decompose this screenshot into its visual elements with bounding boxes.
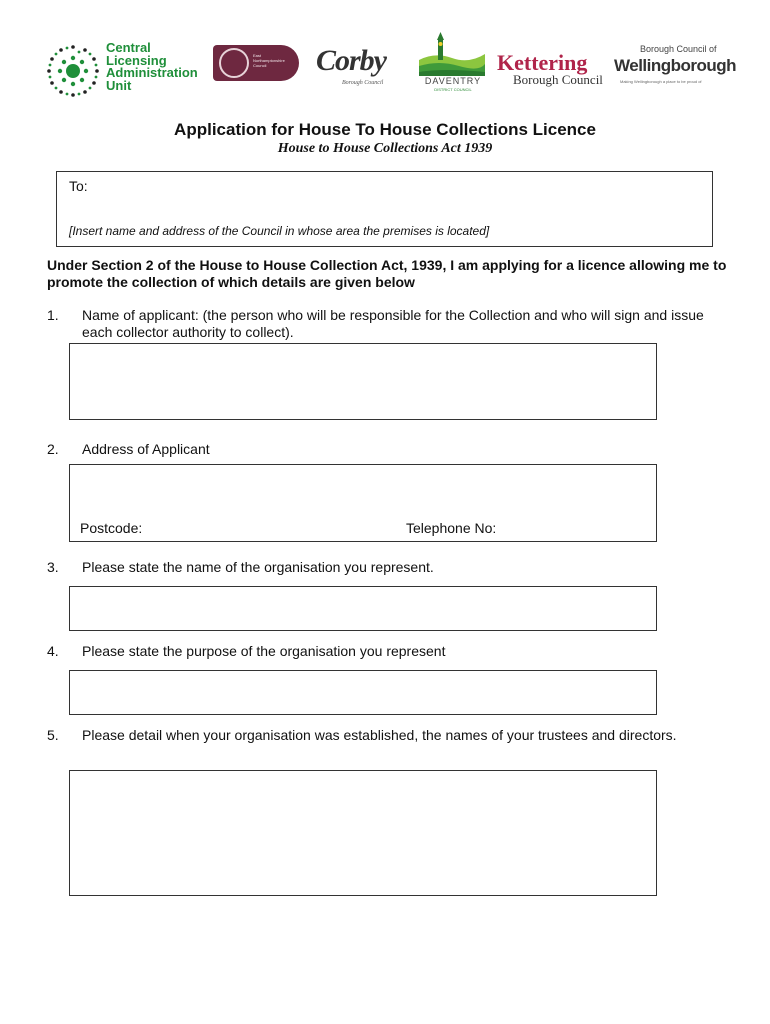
daventry-wordmark: DAVENTRY <box>424 76 482 86</box>
corby-logo <box>314 42 402 94</box>
corby-wordmark: Corby <box>316 44 386 77</box>
clau-wordmark <box>106 42 206 92</box>
east-northants-logo <box>213 45 299 81</box>
organisation-name-field[interactable] <box>69 586 657 631</box>
question-text: Please state the name of the organisation you represent. <box>82 559 434 575</box>
telephone-label: Telephone No: <box>406 520 497 536</box>
wellingborough-logo <box>614 44 737 90</box>
clau-line: Unit <box>106 77 132 93</box>
intro-statement: Under Section 2 of the House to House Collection Act, 1939, I am applying for a licence allowing me to promote the collection of which details are given below <box>47 257 727 290</box>
to-address-box[interactable] <box>56 171 713 247</box>
clau-line: Administration <box>106 65 198 80</box>
to-instruction: [Insert name and address of the Council in whose area the premises is located] <box>69 224 490 238</box>
enc-line: Council <box>253 63 267 68</box>
wellingborough-wordmark: Wellingborough <box>614 56 737 75</box>
daventry-landscape-icon <box>419 32 485 76</box>
applicant-name-field[interactable] <box>69 343 657 420</box>
kettering-logo <box>497 50 603 90</box>
question-text: Address of Applicant <box>82 441 210 457</box>
clau-line: Central <box>106 40 151 55</box>
to-label: To: <box>69 178 88 194</box>
organisation-details-field[interactable] <box>69 770 657 896</box>
organisation-purpose-field[interactable] <box>69 670 657 715</box>
daventry-logo <box>419 32 485 94</box>
question-number: 1. <box>47 307 59 323</box>
kettering-wordmark: Kettering <box>497 50 588 75</box>
enc-line: Northamptonshire <box>253 58 285 63</box>
question-number: 2. <box>47 441 59 457</box>
kettering-subline: Borough Council <box>513 72 603 87</box>
question-text: Please detail when your organisation was established, the names of your trustees and directors. <box>82 727 677 743</box>
daventry-subline: DISTRICT COUNCIL <box>434 87 472 92</box>
corby-subline: Borough Council <box>342 80 384 86</box>
question-text: Name of applicant: (the person who will be responsible for the Collection and who will sign and issue each collector authority to collect). <box>82 307 704 340</box>
question-number: 5. <box>47 727 59 743</box>
question-number: 3. <box>47 559 59 575</box>
east-northants-wordmark <box>253 53 285 68</box>
crest-icon <box>219 48 249 78</box>
clau-line: Licensing <box>106 52 167 68</box>
wellingborough-topline: Borough Council of <box>640 44 717 54</box>
clau-dots-icon <box>44 42 102 100</box>
question-text: Please state the purpose of the organisation you represent <box>82 643 446 659</box>
wellingborough-tagline: Making Wellingborough a place to be proud of <box>620 79 702 84</box>
postcode-label: Postcode: <box>80 520 143 536</box>
page-subtitle: House to House Collections Act 1939 <box>277 141 493 156</box>
enc-line: East <box>253 53 262 58</box>
applicant-address-field[interactable] <box>69 464 657 542</box>
page-title: Application for House To House Collections Licence <box>174 120 596 139</box>
clau-logo <box>44 40 204 98</box>
question-number: 4. <box>47 643 59 659</box>
